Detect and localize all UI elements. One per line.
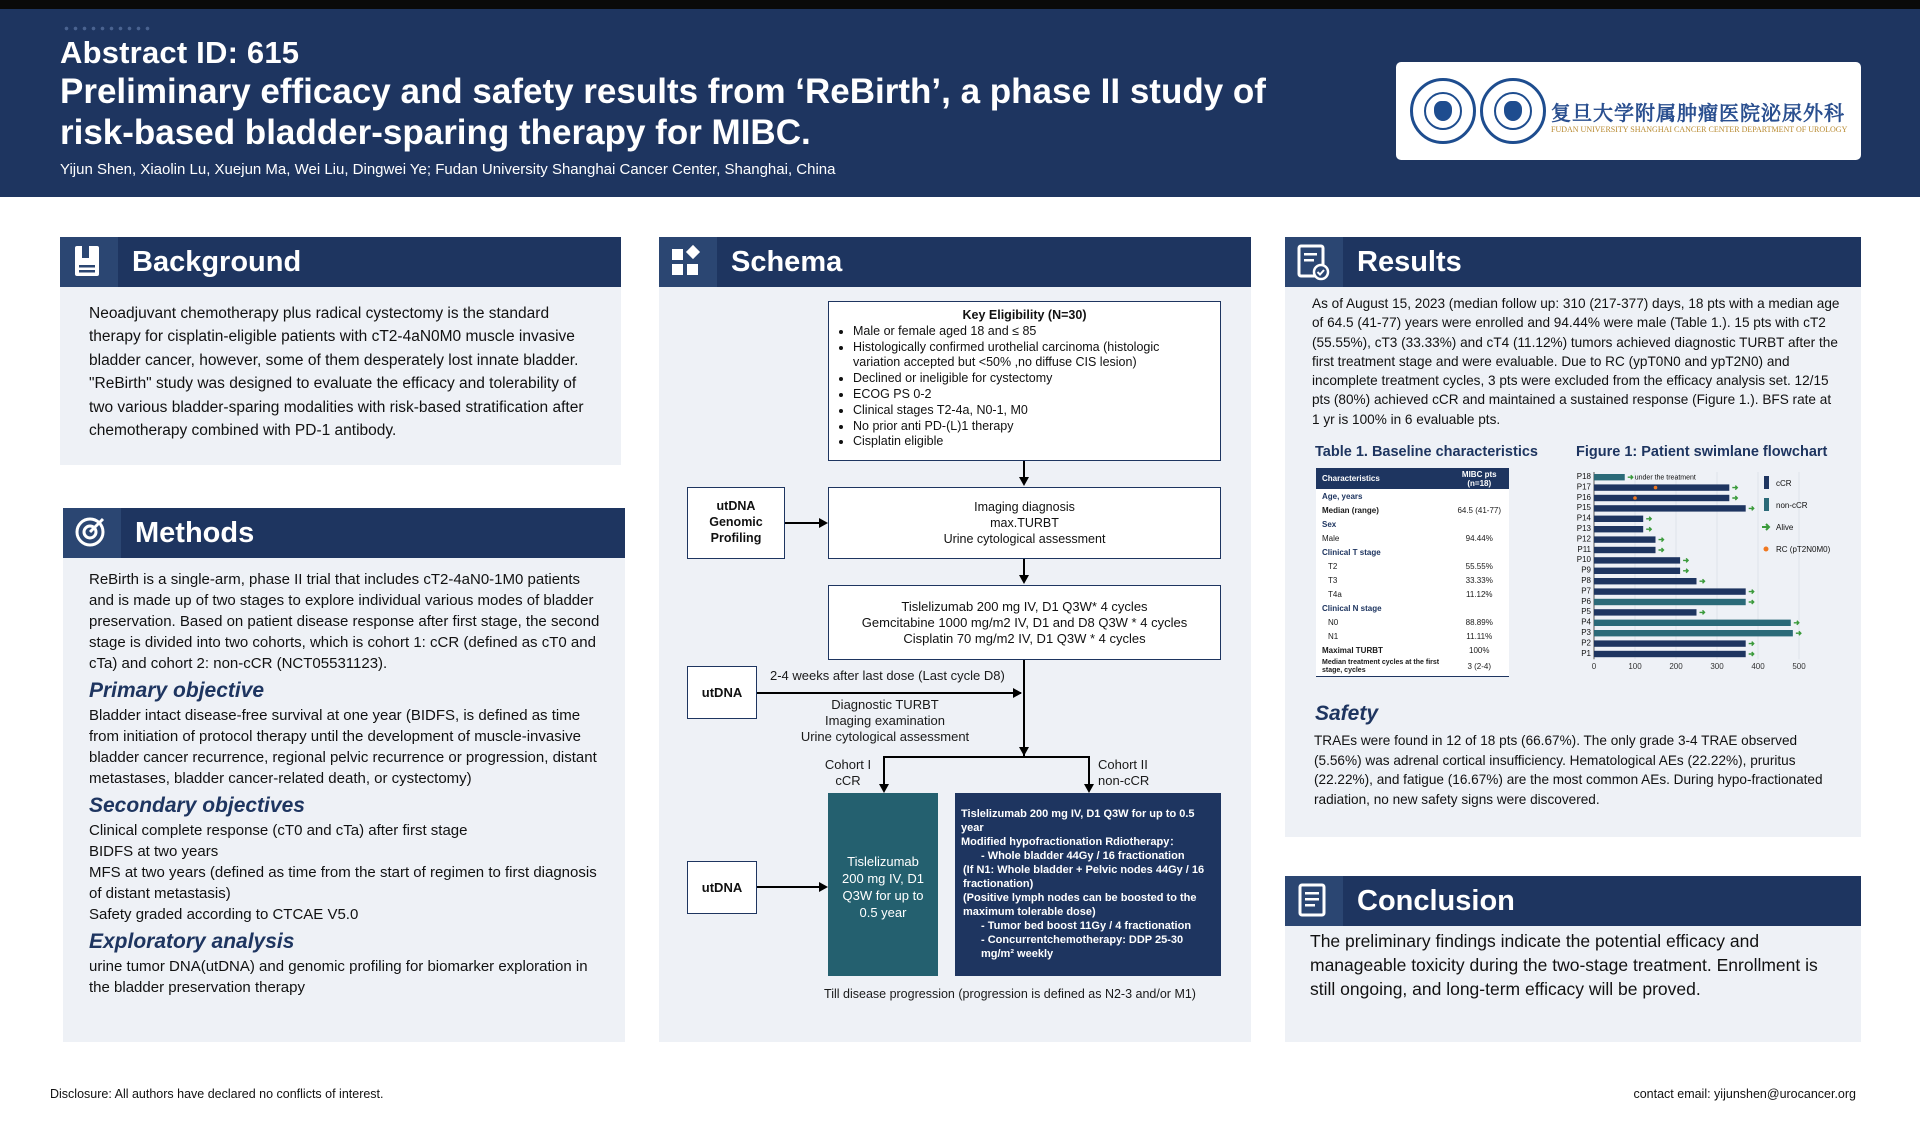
imaging-line: max.TURBT (990, 516, 1059, 530)
checklist-icon (1285, 237, 1343, 287)
safety-text: TRAEs were found in 12 of 18 pts (66.67%). The only grade 3-4 TRAE observed (5.56%) was adrenal cortical insufficiency. Hematological AEs (22.22%), pruritus (22.22%), and fatigue (16.67%) are the most common AEs. During hypo-fractionated radiation, no new safety signs were discovered. (1314, 733, 1823, 807)
table-cell-label: Clinical N stage (1322, 603, 1382, 613)
table-header-cell: Characteristics (1322, 474, 1380, 483)
table-cell-value: 3 (2-4) (1467, 662, 1492, 671)
alive-arrow-icon (1628, 475, 1633, 479)
secondary-item: Safety graded according to CTCAE V5.0 (89, 906, 359, 923)
cohort2-line: - Concurrentchemotherapy: DDP 25-30 mg/m² weekly (981, 934, 1184, 960)
table-cell-label: Male (1322, 533, 1340, 543)
table-row (1316, 531, 1509, 545)
y-tick-label: P4 (1581, 617, 1591, 627)
results-text: As of August 15, 2023 (median follow up: 310 (217-377) days, 18 pts with a median age of 64.5 (41-77) years were enrolled and 94.44% were male (Table 1.). 15 pts with cT2 (55.55%), cT3 (33.33%) and cT4 (11.12%) tumors achieved diagnostic TURBT after the first treatment stage and were evaluable. Due to RC (ypT0N0 and ypT2N0) and incomplete treatment cycles, 3 pts were excluded from the efficacy analysis set. 12/15 pts (80%) achieved cCR and maintained a sustained response (Figure 1.). BFS rate at 1 yr is 100% in 6 evaluable pts. (1312, 296, 1840, 427)
table-row (1316, 587, 1509, 601)
document-icon (1285, 876, 1343, 926)
alive-arrow-icon (1683, 558, 1688, 562)
cohort2-status: non-cCR (1098, 773, 1150, 788)
table-cell-value: 11.11% (1466, 631, 1493, 641)
flow-arrow (1013, 688, 1022, 698)
target-icon (63, 508, 121, 558)
flow-line (757, 886, 819, 888)
swimlane-bar (1594, 547, 1656, 553)
table-cell-label: Sex (1322, 519, 1337, 529)
secondary-objectives-heading: Secondary objectives (89, 794, 305, 817)
genomic-label: Genomic (709, 515, 763, 529)
table-row (1316, 643, 1509, 657)
y-tick-label: P11 (1577, 544, 1591, 554)
swimlane-bar (1594, 640, 1746, 646)
treatment-box (828, 585, 1221, 660)
utdna-box: utDNA (687, 666, 757, 719)
utdna-label: utDNA (716, 499, 756, 513)
swimlane-bar (1594, 484, 1729, 490)
y-tick-label: P9 (1581, 565, 1591, 575)
cohort2-treatment-box (955, 793, 1221, 976)
table-cell-label: T3 (1328, 575, 1338, 585)
imaging-line: Urine cytological assessment (943, 532, 1106, 546)
x-tick-label: 500 (1792, 662, 1806, 672)
grid-icon (659, 237, 717, 287)
alive-arrow-icon (1749, 506, 1754, 510)
eligibility-item: • Histologically confirmed urothelial carcinoma (histologic variation accepted but <50% ,no diffuse CIS lesion) (853, 340, 1208, 372)
eligibility-item: • No prior anti PD-(L)1 therapy (853, 419, 1208, 435)
swimlane-bar (1594, 474, 1625, 480)
y-tick-label: P3 (1581, 628, 1591, 637)
methods-body (89, 569, 604, 998)
swimlane-bar (1594, 536, 1656, 542)
table-cell-label: T4a (1328, 589, 1342, 599)
till-progression-label: Till disease progression (progression is defined as N2-3 and/or M1) (824, 987, 1196, 1001)
table-cell-value: 11.12% (1465, 589, 1493, 599)
x-tick-label: 0 (1591, 662, 1597, 672)
cohort1-label (818, 757, 878, 789)
y-tick-label: P5 (1581, 607, 1591, 617)
logo-chinese-text: 复旦大学附属肿瘤医院泌尿外科 (1551, 103, 1845, 125)
alive-arrow-icon (1749, 590, 1754, 594)
table-cell-value: 64.5 (41-77) (1457, 505, 1502, 515)
methods-intro: ReBirth is a single-arm, phase II trial that includes cT2-4aN0-1M0 patients and is made up of two stages to explore individual various modes of bladder preservation. Based on patient disease response after first stage, the second stage is divided into two cohorts, which is cohort 1: cCR (defined as cT0 and cTa) and cohort 2: non-cCR (NCT05531123). (89, 571, 600, 672)
table-cell-label: Clinical T stage (1322, 547, 1381, 557)
flow-arrow (819, 518, 828, 528)
eligibility-item: • Male or female aged 18 and ≤ 85 (853, 324, 1208, 340)
background-text: Neoadjuvant chemotherapy plus radical cystectomy is the standard therapy for cisplatin-eligible patients with cT2-4aN0M0 muscle invasive bladder cancer, however, some of them desperately lost innate bladder. "ReBirth" study was designed to evaluate the efficacy and tolerability of two various bladder-sparing modalities with risk-based stratification after chemotherapy combined with PD-1 antibody. (89, 305, 584, 440)
baseline-table (1316, 468, 1509, 677)
y-tick-label: P15 (1576, 503, 1591, 513)
logo-english-text: FUDAN UNIVERSITY SHANGHAI CANCER CENTER DEPARTMENT OF UROLOGY (1551, 125, 1848, 134)
y-tick-label: P10 (1576, 555, 1591, 565)
legend-dot (1764, 547, 1769, 552)
safety-heading: Safety (1315, 702, 1379, 725)
imaging-line: Imaging diagnosis (974, 500, 1075, 514)
cohort1-treatment-box: Tislelizumab 200 mg IV, D1 Q3W for up to 0.5 year (828, 793, 938, 976)
swimlane-bar (1594, 568, 1680, 574)
secondary-item: Clinical complete response (cT0 and cTa) after first stage (89, 822, 468, 839)
swimlane-bar (1594, 588, 1746, 594)
baseline-table-grid (1316, 468, 1509, 677)
institution-logo (1396, 62, 1861, 160)
hospital-seal-icon (1480, 78, 1546, 144)
table-cell-label: Median (range) (1322, 505, 1379, 515)
annotation-label: under the treatment (1634, 474, 1696, 482)
cohort2-label (1098, 757, 1168, 789)
swimlane-bar (1594, 578, 1697, 584)
primary-objective-text: Bladder intact disease-free survival at one year (BIDFS, is defined as time from initiation of protocol therapy until the development of muscle-invasive bladder cancer recurrence, regional pelvic recurrence or progression, distant metastases, bladder cancer-related death, or cystectomy) (89, 707, 597, 787)
university-seal-icon (1410, 78, 1476, 144)
alive-arrow-icon (1700, 610, 1705, 614)
legend-swatch (1764, 498, 1769, 511)
legend-swatch (1764, 476, 1769, 489)
exploratory-text: urine tumor DNA(utDNA) and genomic profiling for biomarker exploration in the bladder preservation therapy (89, 958, 588, 996)
alive-arrow-icon (1700, 579, 1705, 583)
table-row (1316, 601, 1509, 615)
alive-arrow-icon (1646, 517, 1651, 521)
x-tick-label: 100 (1628, 662, 1642, 672)
figure-title: Figure 1: Patient swimlane flowchart (1576, 444, 1828, 460)
swimlane-bar (1594, 620, 1791, 626)
alive-arrow-icon (1732, 496, 1737, 500)
swimlane-bar (1594, 651, 1746, 657)
table-cell-value: 94.44% (1465, 533, 1493, 543)
abstract-id: Abstract ID: 615 (60, 35, 300, 70)
flow-line (883, 756, 1090, 758)
eligibility-item: • Cisplatin eligible (853, 434, 1208, 450)
diagnostic-line: Imaging examination (825, 713, 945, 728)
poster-title (60, 71, 1360, 153)
diagnostic-line: Urine cytological assessment (800, 729, 970, 744)
table-header-row (1316, 468, 1509, 489)
poster-header (0, 9, 1920, 197)
alive-arrow-icon (1796, 631, 1801, 635)
y-tick-label: P8 (1581, 576, 1591, 585)
table-cell-label: N0 (1328, 617, 1339, 627)
table-header-cell: MIBC pts (n=18) (1461, 469, 1497, 488)
eligibility-item: • Clinical stages T2-4a, N0-1, M0 (853, 403, 1208, 419)
diagnostic-block (770, 697, 1000, 745)
x-tick-label: 400 (1751, 662, 1765, 672)
flow-arrow (1019, 747, 1029, 756)
results-title: Results (1357, 246, 1462, 278)
legend-label: cCR (1776, 479, 1792, 488)
table-cell-label: Maximal TURBT (1322, 645, 1383, 655)
profiling-label: Profiling (710, 531, 762, 545)
legend-label: non-cCR (1776, 501, 1808, 510)
table-cell-value (1449, 601, 1509, 615)
y-tick-label: P17 (1576, 482, 1591, 492)
swimlane-bar (1594, 557, 1680, 563)
flow-arrow (819, 882, 828, 892)
flow-arrow (1084, 784, 1094, 793)
table-cell-value: 33.33% (1465, 575, 1493, 585)
table-row (1316, 657, 1509, 677)
cohort1-status: cCR (835, 773, 861, 788)
flow-line (1088, 756, 1090, 786)
eligibility-item: • Declined or ineligible for cystectomy (853, 371, 1208, 387)
swimlane-bar (1594, 609, 1697, 615)
imaging-box (828, 487, 1221, 559)
table-row (1316, 629, 1509, 643)
conclusion-header (1285, 876, 1861, 926)
legend-alive-icon (1762, 524, 1769, 530)
weeks-label: 2-4 weeks after last dose (Last cycle D8) (770, 668, 1005, 683)
alive-arrow-icon (1659, 538, 1664, 542)
swimlane-chart (1568, 466, 1858, 688)
alive-arrow-icon (1646, 527, 1651, 531)
table-cell-label: N1 (1328, 631, 1339, 641)
y-tick-label: P14 (1576, 513, 1591, 523)
background-title: Background (132, 246, 302, 278)
swimlane-bar (1594, 495, 1729, 501)
swimlane-bar (1594, 505, 1746, 511)
methods-header (63, 508, 625, 558)
cohort2-line: Modified hypofractionation Rdiotherapy： (961, 836, 1181, 848)
background-header (60, 237, 621, 287)
table-row (1316, 573, 1509, 587)
eligibility-box (828, 301, 1221, 461)
table-cell-label: Age, years (1322, 491, 1363, 501)
conclusion-text: The preliminary findings indicate the potential efficacy and manageable toxicity during the two-stage treatment. Enrollment is still ongoing, and long-term efficacy will be proved. (1310, 931, 1818, 999)
table-row (1316, 545, 1509, 559)
flow-arrow (1019, 575, 1029, 584)
secondary-item: MFS at two years (defined as time from the start of regimen to first diagnosis of distant metastasis) (89, 864, 597, 902)
legend-label: Alive (1776, 523, 1794, 532)
flow-arrow (879, 784, 889, 793)
x-tick-label: 300 (1710, 662, 1724, 672)
y-tick-label: P6 (1581, 596, 1591, 606)
rc-point (1654, 486, 1658, 490)
alive-arrow-icon (1749, 600, 1754, 604)
cohort2-line: - Whole bladder 44Gy / 16 fractionation (981, 850, 1185, 862)
flow-line (1023, 660, 1025, 756)
disclosure: Disclosure: All authors have declared no conflicts of interest. (50, 1087, 384, 1101)
eligibility-item: • ECOG PS 0-2 (853, 387, 1208, 403)
x-tick-label: 200 (1669, 662, 1683, 672)
y-tick-label: P7 (1581, 586, 1591, 596)
treatment-line: Tislelizumab 200 mg IV, D1 Q3W* 4 cycles (901, 599, 1148, 614)
authors: Yijun Shen, Xiaolin Lu, Xuejun Ma, Wei Liu, Dingwei Ye; Fudan University Shanghai Cancer Center, Shanghai, China (60, 161, 836, 178)
utdna-box-2: utDNA (687, 861, 757, 914)
y-tick-label: P16 (1576, 492, 1591, 502)
decorative-dots (62, 24, 154, 34)
treatment-line: Cisplatin 70 mg/m2 IV, D1 Q3W * 4 cycles (903, 631, 1146, 646)
eligibility-title: Key Eligibility (N=30) (962, 308, 1087, 322)
cohort2-line: - Tumor bed boost 11Gy / 4 fractionation (981, 920, 1192, 932)
primary-objective-heading: Primary objective (89, 679, 265, 702)
alive-arrow-icon (1749, 642, 1754, 646)
alive-arrow-icon (1749, 652, 1754, 656)
bookmark-icon (60, 237, 118, 287)
table-title: Table 1. Baseline characteristics (1315, 444, 1538, 460)
table-cell-label: Median treatment cycles at the first stage, cycles (1322, 658, 1440, 674)
contact-email[interactable]: contact email: yijunshen@urocancer.org (1633, 1087, 1856, 1101)
swimlane-bar (1594, 516, 1643, 522)
table-cell-label: T2 (1328, 561, 1338, 571)
alive-arrow-icon (1659, 548, 1664, 552)
y-tick-label: P1 (1581, 648, 1591, 658)
table-row (1316, 517, 1509, 531)
swimlane-bar (1594, 630, 1793, 636)
schema-title: Schema (731, 246, 843, 278)
flow-arrow (1019, 477, 1029, 486)
cohort1-name: Cohort I (824, 757, 872, 772)
results-header (1285, 237, 1861, 287)
title-line-2: risk-based bladder-sparing therapy for MIBC. (60, 113, 811, 152)
y-tick-label: P12 (1576, 534, 1591, 544)
cohort2-line: Tislelizumab 200 mg IV, D1 Q3W for up to 0.5 year (961, 808, 1195, 834)
flow-line (785, 522, 819, 524)
table-cell-value: 55.55% (1465, 561, 1493, 571)
table-row (1316, 559, 1509, 573)
exploratory-heading: Exploratory analysis (89, 930, 295, 953)
alive-arrow-icon (1732, 486, 1737, 490)
table-row (1316, 489, 1509, 503)
legend-label: RC (pT2N0M0) (1776, 545, 1831, 554)
cohort2-name: Cohort II (1098, 757, 1148, 772)
alive-arrow-icon (1683, 569, 1688, 573)
diagnostic-line: Diagnostic TURBT (831, 697, 939, 712)
table-cell-value: 100% (1469, 645, 1490, 655)
methods-title: Methods (135, 517, 255, 549)
cohort2-line: (If N1: Whole bladder + Pelvic nodes 44Gy / 16 fractionation) (963, 864, 1205, 890)
swimlane-bar (1594, 599, 1746, 605)
table-cell-value: 88.89% (1465, 617, 1493, 627)
swimlane-bar (1594, 526, 1643, 532)
table-cell-value (1449, 489, 1509, 503)
secondary-item: BIDFS at two years (89, 843, 219, 860)
y-tick-label: P13 (1576, 524, 1591, 533)
cohort2-line: (Positive lymph nodes can be boosted to the maximum tolerable dose) (963, 892, 1197, 918)
conclusion-title: Conclusion (1357, 885, 1515, 917)
table-cell-value (1449, 545, 1509, 559)
utdna-genomic-box (687, 487, 785, 559)
table-row (1316, 503, 1509, 517)
flow-line (757, 692, 1021, 694)
alive-arrow-icon (1794, 621, 1799, 625)
treatment-line: Gemcitabine 1000 mg/m2 IV, D1 and D8 Q3W * 4 cycles (861, 615, 1188, 630)
table-cell-value (1449, 517, 1509, 531)
schema-header (659, 237, 1251, 287)
rc-point (1633, 496, 1637, 500)
title-line-1: Preliminary efficacy and safety results from ‘ReBirth’, a phase II study of (60, 72, 1266, 111)
top-bar (0, 0, 1920, 9)
flow-line (883, 756, 885, 786)
y-tick-label: P18 (1576, 472, 1591, 481)
table-row (1316, 615, 1509, 629)
y-tick-label: P2 (1581, 638, 1591, 648)
